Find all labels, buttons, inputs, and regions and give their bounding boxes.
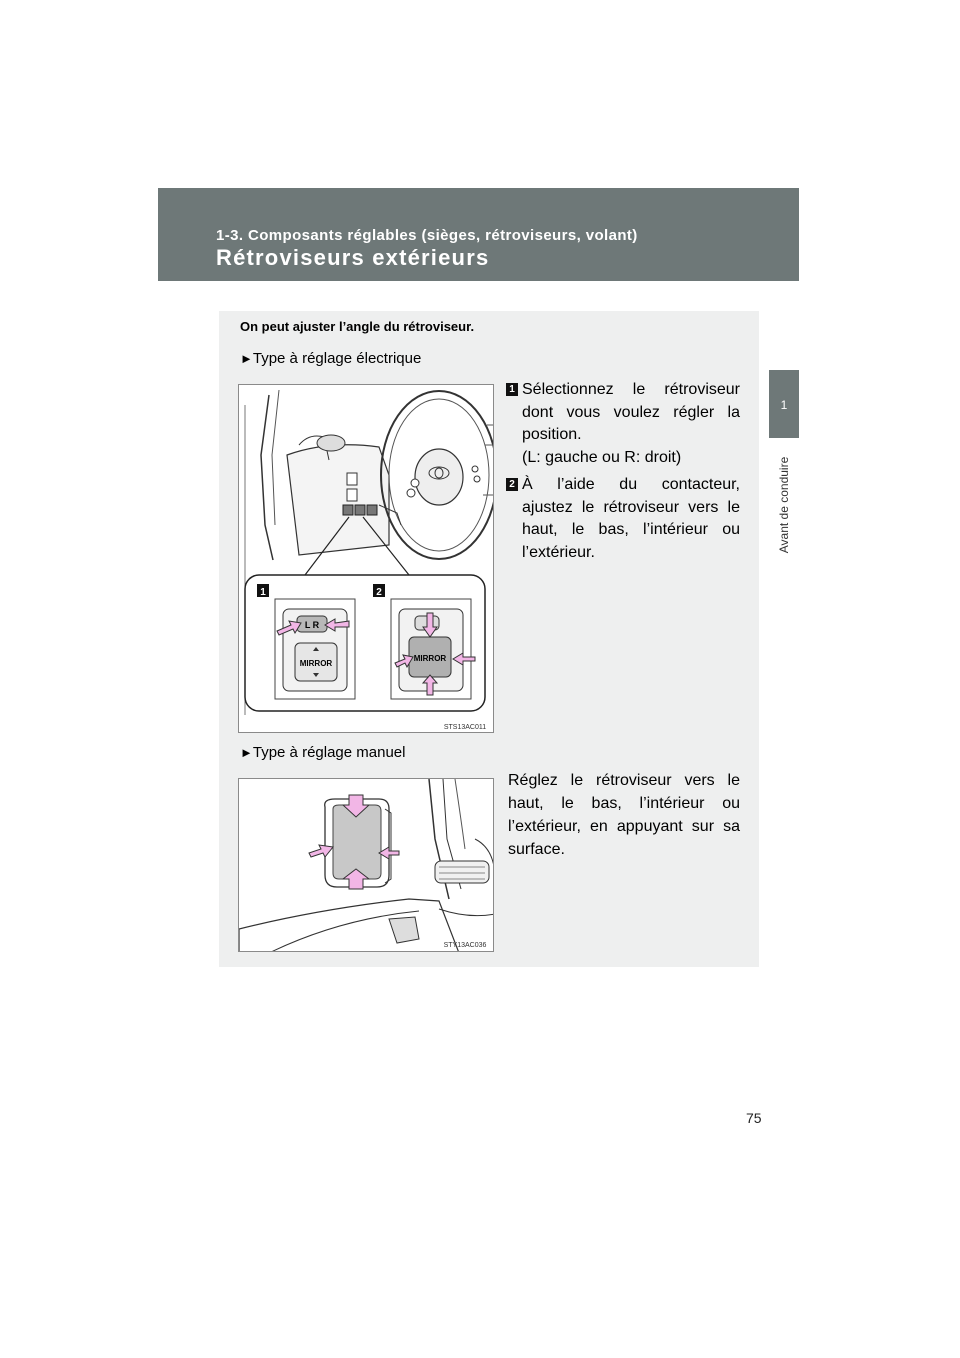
manual-line: Réglez le rétroviseur vers le bbox=[508, 772, 740, 789]
step-1-line: (L: gauche ou R: droit) bbox=[522, 448, 682, 466]
electric-mirror-figure bbox=[238, 384, 494, 733]
section-title: 1-3. Composants réglables (sièges, rétroviseurs, volant) bbox=[216, 227, 638, 244]
triangle-bullet-icon: ► bbox=[240, 351, 253, 366]
step-2-line: À l’aide du contacteur, bbox=[522, 476, 740, 493]
electric-type-label: Type à réglage électrique bbox=[252, 350, 422, 367]
page-title: Rétroviseurs extérieurs bbox=[216, 245, 490, 270]
chapter-tab-label: Avant de conduire bbox=[777, 456, 791, 554]
intro-text: On peut ajuster l’angle du rétroviseur. bbox=[240, 319, 475, 334]
step-number-badge: 2 bbox=[506, 478, 518, 491]
electric-type-heading bbox=[240, 350, 421, 367]
step-number-badge: 1 bbox=[506, 383, 518, 396]
step-1-line: dont vous voulez régler la bbox=[522, 403, 740, 421]
mirror-illustration bbox=[239, 779, 494, 952]
step-2 bbox=[506, 474, 740, 564]
step-2-line: haut, le bas, l’intérieur ou bbox=[522, 521, 740, 538]
figure-code: STS13AC011 bbox=[443, 724, 487, 731]
step-2-text bbox=[522, 474, 740, 564]
step-1-text bbox=[522, 379, 740, 469]
mirror-switch-label: MIRROR bbox=[299, 659, 333, 668]
step-1 bbox=[506, 379, 740, 469]
chapter-header bbox=[158, 188, 799, 281]
manual-line: surface. bbox=[508, 841, 565, 858]
manual-mirror-figure bbox=[238, 778, 494, 952]
figure-callout-2: 2 bbox=[376, 587, 382, 598]
lr-switch-label: L R bbox=[304, 620, 320, 630]
figure-code-2: STY13AC036 bbox=[443, 942, 487, 949]
step-2-line: l’extérieur. bbox=[522, 543, 595, 561]
step-2-line: ajustez le rétroviseur vers le bbox=[522, 498, 740, 516]
dashboard-switch-illustration bbox=[239, 385, 494, 733]
step-1-line: position. bbox=[522, 426, 582, 443]
manual-type-label: Type à réglage manuel bbox=[252, 744, 406, 761]
mirror-switch-label-2: MIRROR bbox=[413, 654, 447, 663]
page-number: 75 bbox=[746, 1110, 762, 1126]
triangle-bullet-icon: ► bbox=[240, 745, 253, 760]
figure-callout-1: 1 bbox=[260, 587, 266, 598]
chapter-tab bbox=[769, 370, 799, 438]
manual-line: haut, le bas, l’intérieur ou bbox=[508, 795, 740, 812]
manual-line: l’extérieur, en appuyant sur sa bbox=[508, 818, 740, 835]
chapter-tab-number: 1 bbox=[780, 398, 788, 412]
step-1-line: Sélectionnez le rétroviseur bbox=[522, 381, 740, 398]
manual-type-heading bbox=[240, 744, 405, 761]
manual-instructions bbox=[508, 769, 740, 861]
